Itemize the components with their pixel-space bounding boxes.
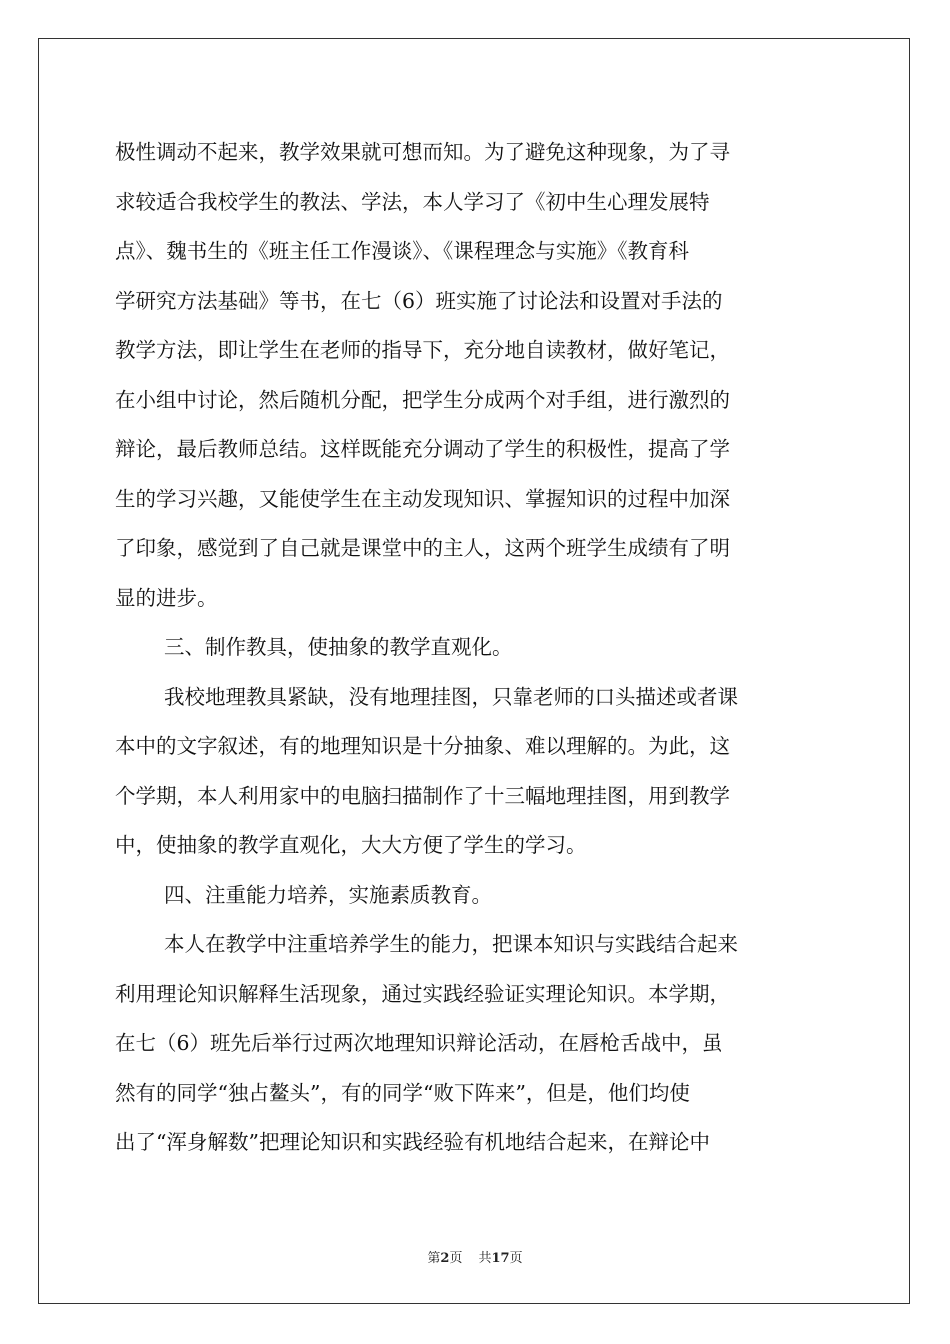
text-line: 辩论，最后教师总结。这样既能充分调动了学生的积极性，提高了学: [115, 437, 730, 461]
section-heading: 四、注重能力培养，实施素质教育。: [164, 882, 492, 907]
text-line: 生的学习兴趣，又能使学生在主动发现知识、掌握知识的过程中加深: [115, 486, 730, 511]
total-suffix: 页: [509, 1251, 523, 1266]
text-line: 学研究方法基础》等书，在七（6）班实施了讨论法和设置对手法的: [115, 288, 723, 313]
text-line: 本中的文字叙述，有的地理知识是十分抽象、难以理解的。为此，这: [115, 734, 730, 758]
text-line: 中，使抽象的教学直观化，大大方便了学生的学习。: [115, 833, 587, 857]
text-line: 求较适合我校学生的教法、学法，本人学习了《初中生心理发展特: [115, 189, 710, 214]
page-suffix: 页: [449, 1251, 463, 1266]
text-line: 教学方法，即让学生在老师的指导下，充分地自读教材，做好笔记，: [115, 338, 730, 362]
page-number: 2: [440, 1251, 450, 1266]
section-heading: 三、制作教具，使抽象的教学直观化。: [164, 635, 513, 659]
text-line: 了印象，感觉到了自己就是课堂中的主人，这两个班学生成绩有了明: [115, 536, 730, 560]
text-line: 然有的同学“独占鳌头”，有的同学“败下阵来”，但是，他们均使: [115, 1080, 690, 1105]
text-line: 个学期，本人利用家中的电脑扫描制作了十三幅地理挂图，用到教学: [115, 783, 730, 808]
text-line: 显的进步。: [115, 585, 218, 610]
text-line: 极性调动不起来，教学效果就可想而知。为了避免这种现象，为了寻: [115, 140, 730, 164]
text-line: 出了“浑身解数”把理论知识和实践经验有机地结合起来，在辩论中: [115, 1130, 710, 1154]
document-body: [115, 128, 833, 1168]
page-footer: [0, 1247, 950, 1266]
page-prefix: 第: [427, 1251, 441, 1266]
text-line: 点》、魏书生的《班主任工作漫谈》、《课程理念与实施》《教育科: [115, 239, 689, 263]
text-line: 利用理论知识解释生活现象，通过实践经验证实理论知识。本学期，: [115, 981, 730, 1006]
text-line: 在七（6）班先后举行过两次地理知识辩论活动，在唇枪舌战中，虽: [115, 1031, 723, 1055]
text-line: 本人在教学中注重培养学生的能力，把课本知识与实践结合起来: [164, 932, 738, 956]
text-line: 我校地理教具紧缺，没有地理挂图，只靠老师的口头描述或者课: [164, 684, 738, 709]
total-prefix: 共: [478, 1251, 492, 1266]
text-line: 在小组中讨论，然后随机分配，把学生分成两个对手组，进行激烈的: [115, 387, 730, 412]
total-pages: 17: [491, 1251, 510, 1266]
